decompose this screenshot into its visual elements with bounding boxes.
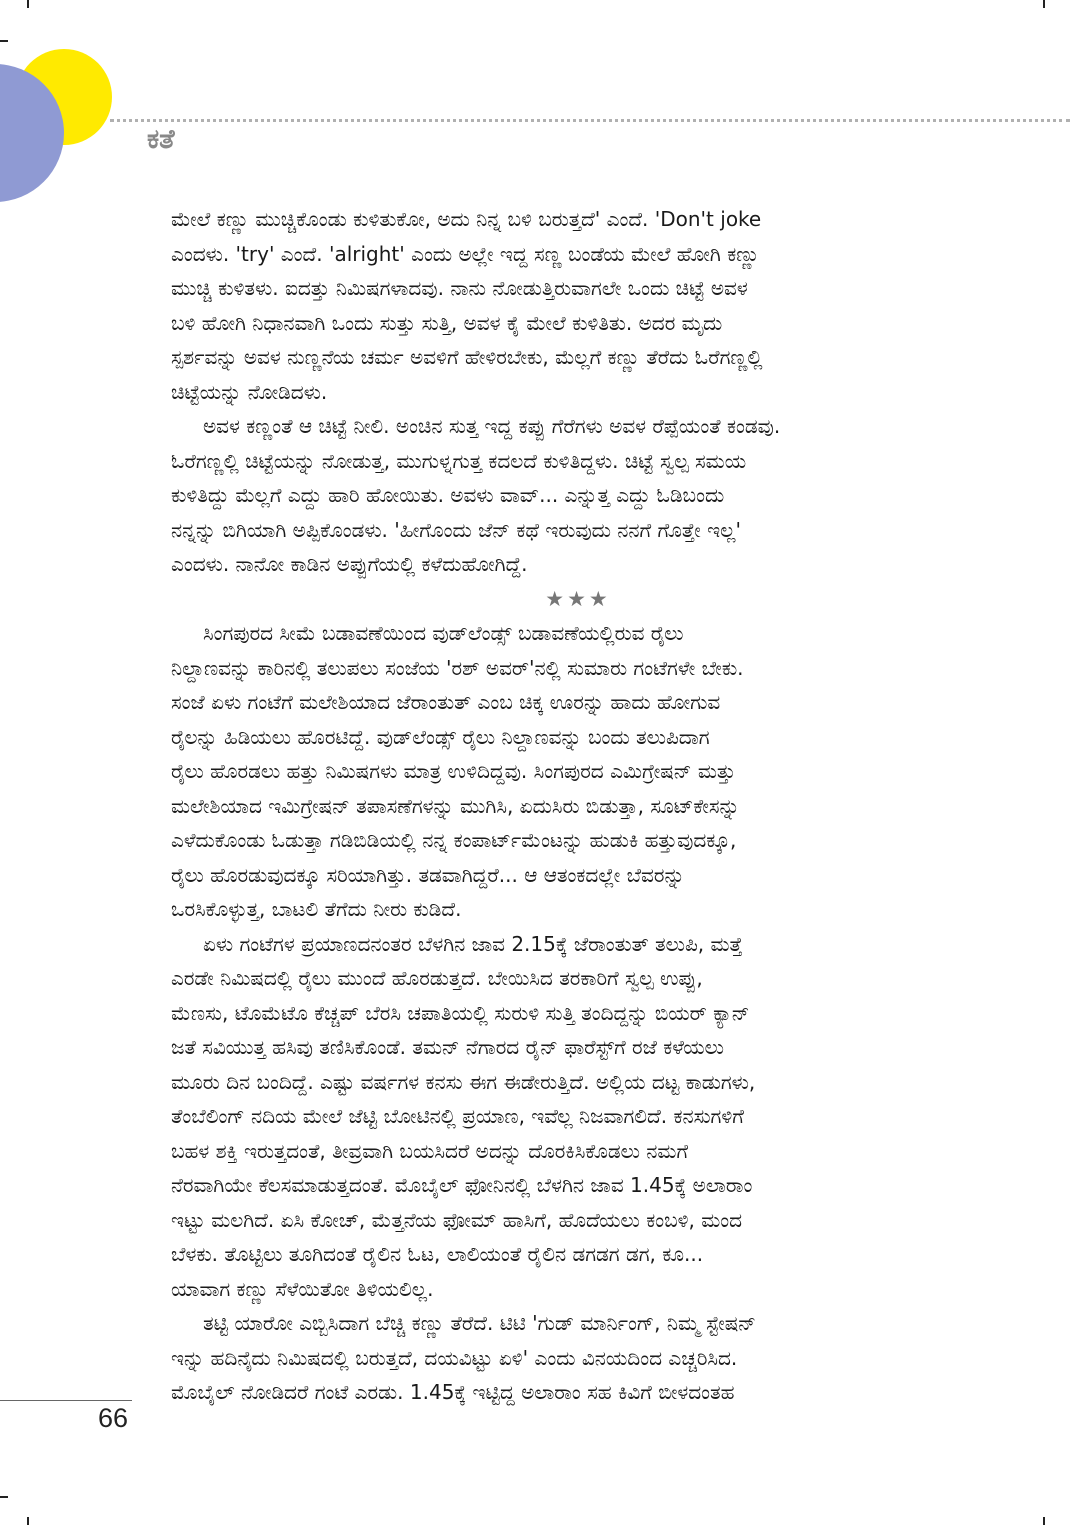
page-number: 66 [98,1403,129,1433]
text-line: ನಿಲ್ದಾಣವನ್ನು ಕಾರಿನಲ್ಲಿ ತಲುಪಲು ಸಂಜೆಯ 'ರಶ್ ಅವರ್'ನಲ್ಲಿ ಸುಮಾರು ಗಂಟೆಗಳೇ ಬೇಕು. [171,655,744,680]
crop-mark-top-right [1043,0,1045,8]
text-line: ರೈಲು ಹೊರಡಲು ಹತ್ತು ನಿಮಿಷಗಳು ಮಾತ್ರ ಉಳಿದಿದ್ದವು. ಸಿಂಗಪುರದ ಎಮಿಗ್ರೇಷನ್ ಮತ್ತು [171,759,736,783]
crop-mark-bottom-right [1043,1517,1045,1525]
section-break-stars: ★★★ [545,586,611,611]
text-line: ತಟ್ಟಿ ಯಾರೋ ಎಬ್ಬಿಸಿದಾಗ ಬೆಚ್ಚಿ ಕಣ್ಣು ತೆರೆದೆ. ಟಿಟಿ 'ಗುಡ್ ಮಾರ್ನಿಂಗ್, ನಿಮ್ಮ ಸ್ಟೇಷನ್ [203,1311,756,1335]
text-line: ಸಂಜೆ ಏಳು ಗಂಟೆಗೆ ಮಲೇಶಿಯಾದ ಜೆರಾಂತುತ್ ಎಂಬ ಚಿಕ್ಕ ಊರನ್ನು ಹಾದು ಹೋಗುವ [171,690,721,714]
section-label: ಕತೆ [147,124,175,155]
text-line: ಯಾವಾಗ ಕಣ್ಣು ಸೆಳೆಯಿತೋ ತಿಳಿಯಲಿಲ್ಲ. [171,1276,434,1301]
text-line: ಇನ್ನು ಹದಿನೈದು ನಿಮಿಷದಲ್ಲಿ ಬರುತ್ತದೆ, ದಯವಿಟ್ಟು ಏಳಿ' ಎಂದು ವಿನಯದಿಂದ ಎಚ್ಚರಿಸಿದ. [171,1345,738,1370]
text-line: ಮಲೇಶಿಯಾದ ಇಮಿಗ್ರೇಷನ್ ತಪಾಸಣೆಗಳನ್ನು ಮುಗಿಸಿ, ಏದುಸಿರು ಬಿಡುತ್ತಾ, ಸೂಟ್‌ಕೇಸನ್ನು [171,793,740,818]
text-line: ತೆಂಬೆಲಿಂಗ್ ನದಿಯ ಮೇಲೆ ಜೆಟ್ಟಿ ಬೋಟಿನಲ್ಲಿ ಪ್ರಯಾಣ, ಇವೆಲ್ಲ ನಿಜವಾಗಲಿದೆ. ಕನಸುಗಳಿಗೆ [171,1104,744,1128]
text-line: ಬಹಳ ಶಕ್ತಿ ಇರುತ್ತದಂತೆ, ತೀವ್ರವಾಗಿ ಬಯಸಿದರೆ ಅದನ್ನು ದೊರಕಿಸಿಕೊಡಲು ನಮಗೆ [171,1138,689,1163]
text-line: ನನ್ನನ್ನು ಬಿಗಿಯಾಗಿ ಅಪ್ಪಿಕೊಂಡಳು. 'ಹೀಗೊಂದು ಜೆನ್ ಕಥೆ ಇರುವುದು ನನಗೆ ಗೊತ್ತೇ ಇಲ್ಲ' [171,517,741,542]
text-line: ಏಳು ಗಂಟೆಗಳ ಪ್ರಯಾಣದನಂತರ ಬೆಳಗಿನ ಜಾವ 2.15ಕ್ಕೆ ಜೆರಾಂತುತ್ ತಲುಪಿ, ಮತ್ತೆ [203,931,743,956]
text-line: ರೈಲನ್ನು ಹಿಡಿಯಲು ಹೊರಟಿದ್ದೆ. ವುಡ್‌ಲೆಂಡ್ಸ್ ರೈಲು ನಿಲ್ದಾಣವನ್ನು ಬಂದು ತಲುಪಿದಾಗ [171,724,710,749]
text-line: ಒರಸಿಕೊಳ್ಳುತ್ತ, ಬಾಟಲಿ ತೆಗೆದು ನೀರು ಕುಡಿದೆ. [171,897,462,921]
footer-rule [0,1400,132,1401]
dotted-rule [110,119,1070,122]
crop-mark-left-lower [0,1496,8,1498]
text-line: ಸ್ಪರ್ಶವನ್ನು ಅವಳ ನುಣ್ಣನೆಯ ಚರ್ಮ ಅವಳಿಗೆ ಹೇಳಿರಬೇಕು, ಮೆಲ್ಲಗೆ ಕಣ್ಣು ತೆರೆದು ಓರೆಗಣ್ಣಲ್ಲಿ [171,345,763,369]
text-line: ಮೆಣಸು, ಟೊಮೆಟೊ ಕೆಚ್ಚಪ್ ಬೆರಸಿ ಚಪಾತಿಯಲ್ಲಿ ಸುರುಳಿ ಸುತ್ತಿ ತಂದಿದ್ದನ್ನು ಬಿಯರ್ ಕ್ಯಾನ್ [171,1000,750,1025]
text-line: ಅವಳ ಕಣ್ಣಂತೆ ಆ ಚಿಟ್ಟೆ ನೀಲಿ. ಅಂಚಿನ ಸುತ್ತ ಇದ್ದ ಕಪ್ಪು ಗೆರೆಗಳು ಅವಳ ರೆಪ್ಪೆಯಂತೆ ಕಂಡವು. [203,414,781,438]
text-line: ಮೇಲೆ ಕಣ್ಣು ಮುಚ್ಚಿಕೊಂಡು ಕುಳಿತುಕೋ, ಅದು ನಿನ್ನ ಬಳಿ ಬರುತ್ತದೆ' ಎಂದೆ. 'Don't joke [171,207,762,231]
text-line: ಎಂದಳು. 'try' ಎಂದೆ. 'alright' ಎಂದು ಅಲ್ಲೇ ಇದ್ದ ಸಣ್ಣ ಬಂಡೆಯ ಮೇಲೆ ಹೋಗಿ ಕಣ್ಣು [171,241,760,266]
text-line: ಚಿಟ್ಟೆಯನ್ನು ನೋಡಿದಳು. [171,379,328,404]
body-text [171,202,943,1410]
text-line: ರೈಲು ಹೊರಡುವುದಕ್ಕೂ ಸರಿಯಾಗಿತ್ತು. ತಡವಾಗಿದ್ದರೆ... ಆ ಆತಂಕದಲ್ಲೇ ಬೆವರನ್ನು [171,862,685,887]
text-line: ಸಿಂಗಪುರದ ಸೀಮೆ ಬಡಾವಣೆಯಿಂದ ವುಡ್‌ಲೆಂಡ್ಸ್ ಬಡಾವಣೆಯಲ್ಲಿರುವ ರೈಲು [203,621,684,645]
text-line: ಎರಡೇ ನಿಮಿಷದಲ್ಲಿ ರೈಲು ಮುಂದೆ ಹೊರಡುತ್ತದೆ. ಬೇಯಿಸಿದ ತರಕಾರಿಗೆ ಸ್ವಲ್ಪ ಉಪ್ಪು, [171,966,703,990]
text-line: ಎಳೆದುಕೊಂಡು ಓಡುತ್ತಾ ಗಡಿಬಿಡಿಯಲ್ಲಿ ನನ್ನ ಕಂಪಾರ್ಟ್‌ಮೆಂಟನ್ನು ಹುಡುಕಿ ಹತ್ತುವುದಕ್ಕೂ, [171,828,737,852]
text-line: ನೆರವಾಗಿಯೇ ಕೆಲಸಮಾಡುತ್ತದಂತೆ. ಮೊಬೈಲ್ ಫೋನಿನಲ್ಲಿ ಬೆಳಗಿನ ಜಾವ 1.45ಕ್ಕೆ ಅಲಾರಾಂ [171,1173,753,1197]
decorative-circles [0,0,120,215]
text-line: ಮೊಬೈಲ್ ನೋಡಿದರೆ ಗಂಟೆ ಎರಡು. 1.45ಕ್ಕೆ ಇಟ್ಟಿದ್ದ ಅಲಾರಾಂ ಸಹ ಕಿವಿಗೆ ಬೀಳದಂತಹ [171,1380,735,1404]
text-line: ಬಳಿ ಹೋಗಿ ನಿಧಾನವಾಗಿ ಒಂದು ಸುತ್ತು ಸುತ್ತಿ, ಅವಳ ಕೈ ಮೇಲೆ ಕುಳಿತಿತು. ಅದರ ಮೃದು [171,310,723,335]
text-line: ಎಂದಳು. ನಾನೋ ಕಾಡಿನ ಅಪ್ಪುಗೆಯಲ್ಲಿ ಕಳೆದುಹೋಗಿದ್ದೆ. [171,552,528,576]
text-line: ಕುಳಿತಿದ್ದು ಮೆಲ್ಲಗೆ ಎದ್ದು ಹಾರಿ ಹೋಯಿತು. ಅವಳು ವಾವ್... ಎನ್ನುತ್ತ ಎದ್ದು ಓಡಿಬಂದು [171,483,725,507]
text-line: ಮುಚ್ಚಿ ಕುಳಿತಳು. ಐದತ್ತು ನಿಮಿಷಗಳಾದವು. ನಾನು ನೋಡುತ್ತಿರುವಾಗಲೇ ಒಂದು ಚಿಟ್ಟೆ ಅವಳ [171,276,748,300]
text-line: ಓರೆಗಣ್ಣಲ್ಲಿ ಚಿಟ್ಟೆಯನ್ನು ನೋಡುತ್ತ, ಮುಗುಳ್ನಗುತ್ತ ಕದಲದೆ ಕುಳಿತಿದ್ದಳು. ಚಿಟ್ಟೆ ಸ್ವಲ್ಪ ಸಮಯ [171,448,747,473]
text-line: ಮೂರು ದಿನ ಬಂದಿದ್ದೆ. ಎಷ್ಟು ವರ್ಷಗಳ ಕನಸು ಈಗ ಈಡೇರುತ್ತಿದೆ. ಅಲ್ಲಿಯ ದಟ್ಟ ಕಾಡುಗಳು, [171,1069,756,1094]
text-line: ಇಟ್ಟು ಮಲಗಿದೆ. ಏಸಿ ಕೋಚ್, ಮೆತ್ತನೆಯ ಫೋಮ್ ಹಾಸಿಗೆ, ಹೊದೆಯಲು ಕಂಬಳಿ, ಮಂದ [171,1207,743,1232]
text-line: ಜತೆ ಸವಿಯುತ್ತ ಹಸಿವು ತಣಿಸಿಕೊಂಡೆ. ತಮನ್ ನೆಗಾರದ ರೈನ್ ಫಾರೆಸ್ಟ್‌ಗೆ ರಜೆ ಕಳೆಯಲು [171,1035,724,1059]
crop-mark-bottom-left [27,1517,29,1525]
text-line: ಬೆಳಕು. ತೊಟ್ಟಿಲು ತೂಗಿದಂತೆ ರೈಲಿನ ಓಟ, ಲಾಲಿಯಂತೆ ರೈಲಿನ ಡಗಡಗ ಡಗ, ಕೂ... [171,1242,704,1266]
